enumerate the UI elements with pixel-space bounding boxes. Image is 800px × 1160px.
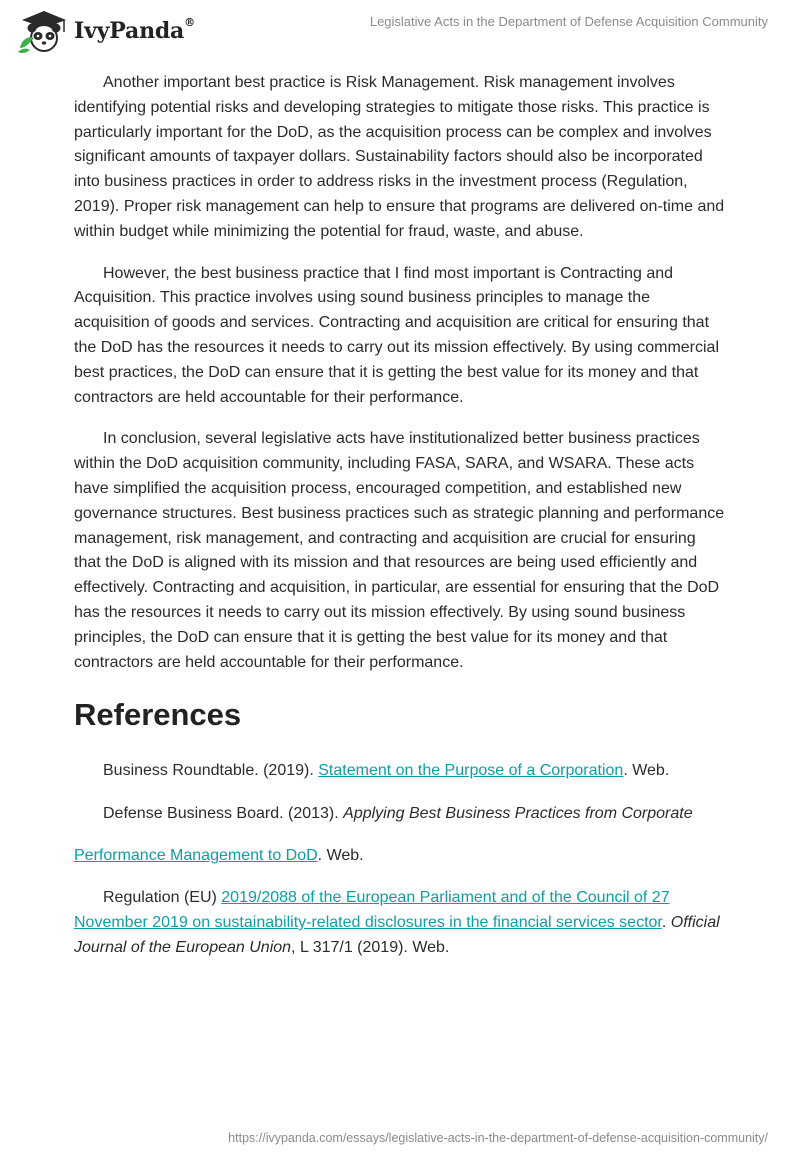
paragraph-conclusion: In conclusion, several legislative acts have institutionalized better business practices within the DoD acquisition community, including FASA, SARA, and WSARA. These acts have simplified the acquisition process, encouraged competition, and established new governance structures. Best business practices such as strategic planning and performance management, risk management, and contracting and acquisition are crucial for ensuring that the DoD is aligned with its mission and that resources are being used efficiently and effectively. Contracting and acquisition, in particular, are essential for ensuring that the DoD has the resources it needs to carry out its mission effectively. By using sound business principles, the DoD can ensure that it is getting the best value for its money and that contractors are held accountable for their performance. [74,430,725,671]
reference-link[interactable]: Performance Management to DoD [74,847,318,865]
page-header [0,0,800,60]
ivypanda-logo[interactable] [14,8,195,54]
essay-content [74,71,726,978]
reference-item: Defense Business Board. (2013). Applying Best Business Practices from Corporate Performance Management to DoD. Web. [74,805,693,865]
paragraph-contracting: However, the best business practice that I find most important is Contracting and Acquisition. This practice involves using sound business principles to manage the acquisition of goods and services. Contracting and acquisition are critical for ensuring that the DoD has the resources it needs to carry out its mission effectively. By using commercial best practices, the DoD can ensure that it is getting the best value for its money and that contractors are held accountable for their performance. [74,264,720,406]
panda-graduate-icon [14,8,72,54]
brand-name: IvyPanda® [74,16,195,44]
reference-link[interactable]: Statement on the Purpose of a Corporation [318,762,624,780]
footer-source-url[interactable]: https://ivypanda.com/essays/legislative-acts-in-the-department-of-defense-acquisition-community/ [228,1131,768,1145]
reference-item: Regulation (EU) 2019/2088 of the European Parliament and of the Council of 27 November 2019 on sustainability-related disclosures in the financial services sector. Official Journal of the European Union, L 317/1 (2019). Web. [74,889,720,956]
document-title: Legislative Acts in the Department of Defense Acquisition Community [369,14,768,29]
paragraph-risk-management: Another important best practice is Risk Management. Risk management involves identifying potential risks and developing strategies to mitigate those risks. This practice is particularly important for the DoD, as the acquisition process can be complex and involves significant amounts of taxpayer dollars. Sustainability factors should also be incorporated into business practices in order to address risks in the investment process (Regulation, 2019). Proper risk management can help to ensure that programs are delivered on-time and within budget while minimizing the potential for fraud, waste, and abuse. [74,74,725,240]
reference-link[interactable]: 2019/2088 of the European Parliament and of the Council of 27 November 2019 on sustainability-related disclosures in the financial services sector [74,889,670,931]
reference-item: Business Roundtable. (2019). Statement on the Purpose of a Corporation. Web. [103,762,670,780]
references-heading: References [74,697,242,733]
